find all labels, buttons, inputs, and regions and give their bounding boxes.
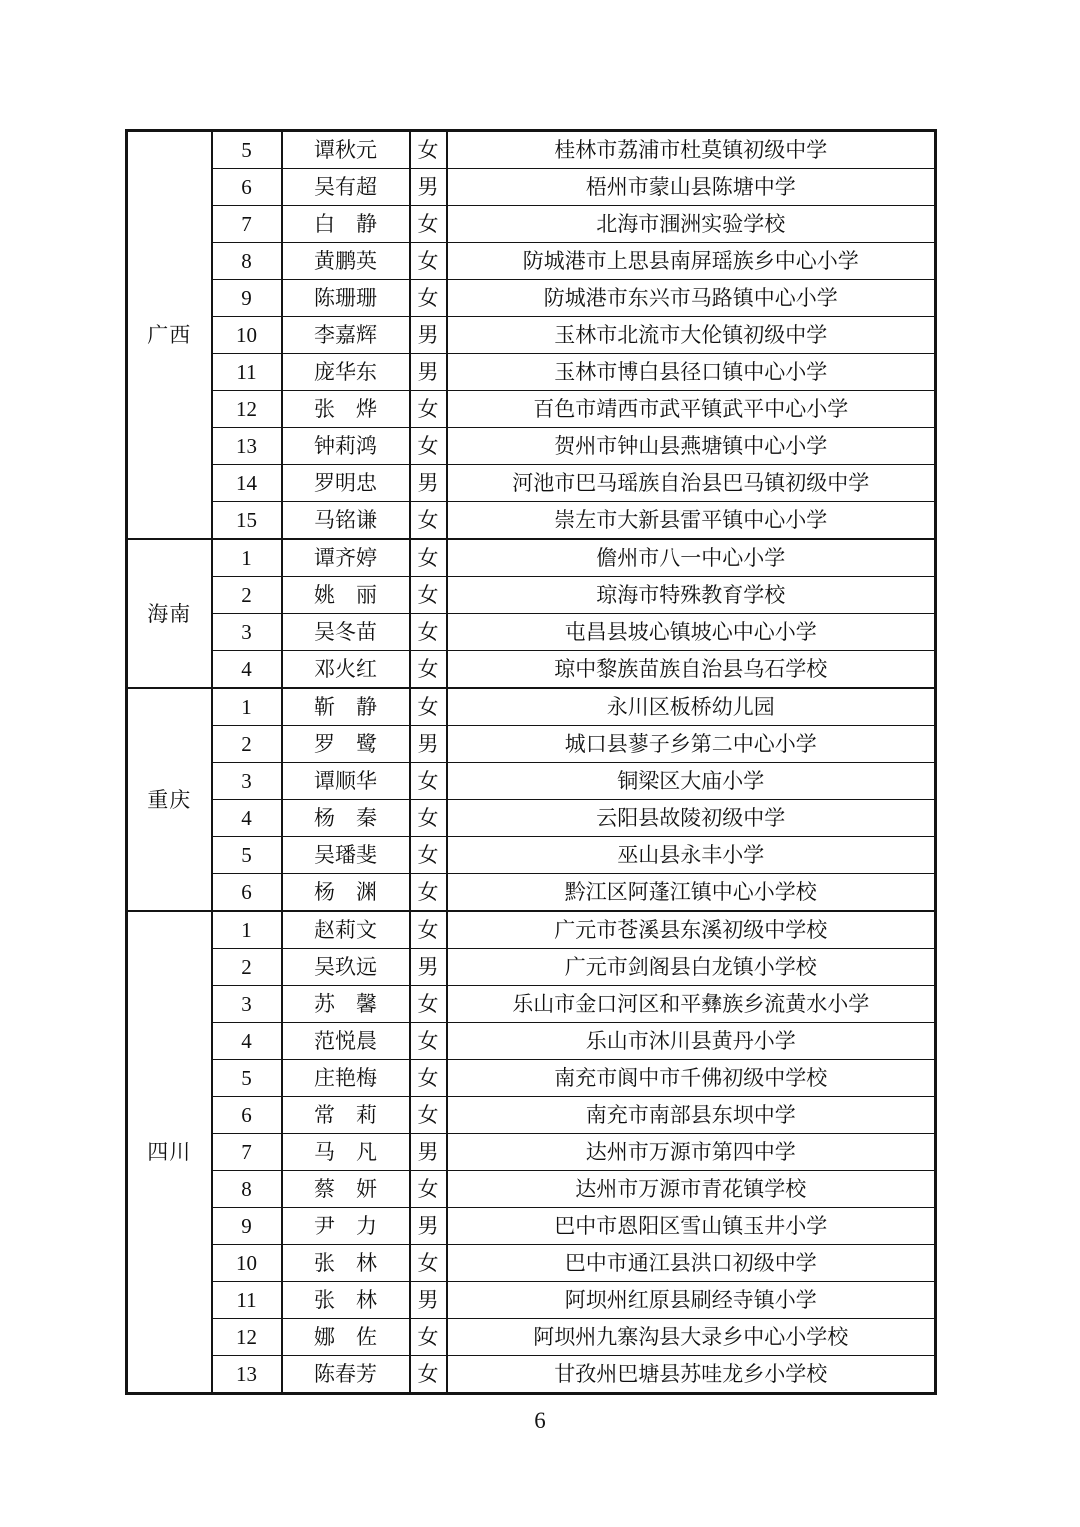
name-cell: 陈春芳 — [282, 1356, 410, 1394]
table-row — [127, 726, 936, 763]
name-cell: 白 静 — [282, 206, 410, 243]
table-row — [127, 577, 936, 614]
gender-cell: 男 — [410, 354, 447, 391]
num-cell: 4 — [212, 1023, 282, 1060]
table-row — [127, 1319, 936, 1356]
num-cell: 6 — [212, 169, 282, 206]
gender-cell: 男 — [410, 1208, 447, 1245]
name-cell: 杨 秦 — [282, 800, 410, 837]
gender-cell: 女 — [410, 243, 447, 280]
gender-cell: 女 — [410, 651, 447, 689]
table-row — [127, 243, 936, 280]
num-cell: 2 — [212, 949, 282, 986]
table-row — [127, 1134, 936, 1171]
num-cell: 1 — [212, 688, 282, 726]
table-row — [127, 614, 936, 651]
school-cell: 屯昌县坡心镇坡心中心小学 — [447, 614, 936, 651]
name-cell: 靳 静 — [282, 688, 410, 726]
num-cell: 3 — [212, 986, 282, 1023]
school-cell: 南充市阆中市千佛初级中学校 — [447, 1060, 936, 1097]
name-cell: 杨 渊 — [282, 874, 410, 912]
num-cell: 13 — [212, 1356, 282, 1394]
num-cell: 6 — [212, 1097, 282, 1134]
num-cell: 4 — [212, 651, 282, 689]
num-cell: 9 — [212, 280, 282, 317]
name-cell: 邓火红 — [282, 651, 410, 689]
school-cell: 黔江区阿蓬江镇中心小学校 — [447, 874, 936, 912]
school-cell: 达州市万源市青花镇学校 — [447, 1171, 936, 1208]
gender-cell: 女 — [410, 1023, 447, 1060]
province-cell: 重庆 — [127, 688, 212, 911]
name-cell: 吴玖远 — [282, 949, 410, 986]
school-cell: 百色市靖西市武平镇武平中心小学 — [447, 391, 936, 428]
name-cell: 李嘉辉 — [282, 317, 410, 354]
gender-cell: 女 — [410, 1319, 447, 1356]
school-cell: 乐山市沐川县黄丹小学 — [447, 1023, 936, 1060]
gender-cell: 女 — [410, 502, 447, 540]
gender-cell: 女 — [410, 837, 447, 874]
table-row — [127, 169, 936, 206]
num-cell: 2 — [212, 577, 282, 614]
num-cell: 5 — [212, 131, 282, 169]
table-row — [127, 874, 936, 912]
gender-cell: 女 — [410, 614, 447, 651]
table-row — [127, 317, 936, 354]
num-cell: 7 — [212, 206, 282, 243]
gender-cell: 男 — [410, 1282, 447, 1319]
table-row — [127, 1282, 936, 1319]
gender-cell: 男 — [410, 465, 447, 502]
gender-cell: 女 — [410, 577, 447, 614]
num-cell: 11 — [212, 1282, 282, 1319]
table-row — [127, 1171, 936, 1208]
school-cell: 达州市万源市第四中学 — [447, 1134, 936, 1171]
name-cell: 常 莉 — [282, 1097, 410, 1134]
gender-cell: 男 — [410, 317, 447, 354]
gender-cell: 女 — [410, 1060, 447, 1097]
table-row — [127, 391, 936, 428]
table-row — [127, 949, 936, 986]
school-cell: 巴中市通江县洪口初级中学 — [447, 1245, 936, 1282]
table-row — [127, 502, 936, 540]
school-cell: 永川区板桥幼儿园 — [447, 688, 936, 726]
name-cell: 张 林 — [282, 1245, 410, 1282]
table-row — [127, 1060, 936, 1097]
school-cell: 云阳县故陵初级中学 — [447, 800, 936, 837]
num-cell: 2 — [212, 726, 282, 763]
gender-cell: 女 — [410, 391, 447, 428]
school-cell: 贺州市钟山县燕塘镇中心小学 — [447, 428, 936, 465]
num-cell: 1 — [212, 539, 282, 577]
table-row — [127, 1245, 936, 1282]
name-cell: 谭顺华 — [282, 763, 410, 800]
school-cell: 琼海市特殊教育学校 — [447, 577, 936, 614]
school-cell: 北海市涠洲实验学校 — [447, 206, 936, 243]
num-cell: 3 — [212, 614, 282, 651]
name-cell: 庄艳梅 — [282, 1060, 410, 1097]
num-cell: 9 — [212, 1208, 282, 1245]
school-cell: 乐山市金口河区和平彝族乡流黄水小学 — [447, 986, 936, 1023]
gender-cell: 女 — [410, 874, 447, 912]
gender-cell: 女 — [410, 539, 447, 577]
roster-table — [125, 129, 937, 1395]
num-cell: 12 — [212, 1319, 282, 1356]
province-cell: 海南 — [127, 539, 212, 688]
gender-cell: 女 — [410, 911, 447, 949]
name-cell: 黄鹏英 — [282, 243, 410, 280]
school-cell: 琼中黎族苗族自治县乌石学校 — [447, 651, 936, 689]
name-cell: 苏 馨 — [282, 986, 410, 1023]
school-cell: 城口县蓼子乡第二中心小学 — [447, 726, 936, 763]
table-row — [127, 465, 936, 502]
num-cell: 4 — [212, 800, 282, 837]
num-cell: 1 — [212, 911, 282, 949]
school-cell: 防城港市东兴市马路镇中心小学 — [447, 280, 936, 317]
table-row — [127, 1097, 936, 1134]
gender-cell: 女 — [410, 688, 447, 726]
school-cell: 铜梁区大庙小学 — [447, 763, 936, 800]
table-row — [127, 428, 936, 465]
school-cell: 广元市剑阁县白龙镇小学校 — [447, 949, 936, 986]
table-row — [127, 800, 936, 837]
school-cell: 南充市南部县东坝中学 — [447, 1097, 936, 1134]
name-cell: 谭齐婷 — [282, 539, 410, 577]
school-cell: 巫山县永丰小学 — [447, 837, 936, 874]
name-cell: 谭秋元 — [282, 131, 410, 169]
gender-cell: 女 — [410, 1356, 447, 1394]
name-cell: 张 林 — [282, 1282, 410, 1319]
num-cell: 8 — [212, 1171, 282, 1208]
name-cell: 罗明忠 — [282, 465, 410, 502]
table-row — [127, 911, 936, 949]
gender-cell: 男 — [410, 169, 447, 206]
name-cell: 尹 力 — [282, 1208, 410, 1245]
school-cell: 广元市苍溪县东溪初级中学校 — [447, 911, 936, 949]
school-cell: 巴中市恩阳区雪山镇玉井小学 — [447, 1208, 936, 1245]
school-cell: 阿坝州九寨沟县大录乡中心小学校 — [447, 1319, 936, 1356]
gender-cell: 男 — [410, 1134, 447, 1171]
table-row — [127, 651, 936, 689]
name-cell: 赵莉文 — [282, 911, 410, 949]
num-cell: 15 — [212, 502, 282, 540]
name-cell: 马铭谦 — [282, 502, 410, 540]
gender-cell: 女 — [410, 763, 447, 800]
province-cell: 四川 — [127, 911, 212, 1394]
num-cell: 8 — [212, 243, 282, 280]
gender-cell: 女 — [410, 131, 447, 169]
table-row — [127, 354, 936, 391]
roster-table-body — [127, 131, 936, 1394]
school-cell: 桂林市荔浦市杜莫镇初级中学 — [447, 131, 936, 169]
num-cell: 5 — [212, 837, 282, 874]
name-cell: 范悦晨 — [282, 1023, 410, 1060]
gender-cell: 女 — [410, 1245, 447, 1282]
name-cell: 娜 佐 — [282, 1319, 410, 1356]
name-cell: 钟莉鸿 — [282, 428, 410, 465]
num-cell: 3 — [212, 763, 282, 800]
gender-cell: 男 — [410, 726, 447, 763]
table-row — [127, 1208, 936, 1245]
school-cell: 甘孜州巴塘县苏哇龙乡小学校 — [447, 1356, 936, 1394]
school-cell: 儋州市八一中心小学 — [447, 539, 936, 577]
name-cell: 吴冬苗 — [282, 614, 410, 651]
num-cell: 10 — [212, 317, 282, 354]
num-cell: 14 — [212, 465, 282, 502]
school-cell: 崇左市大新县雷平镇中心小学 — [447, 502, 936, 540]
table-row — [127, 986, 936, 1023]
name-cell: 蔡 妍 — [282, 1171, 410, 1208]
name-cell: 马 凡 — [282, 1134, 410, 1171]
table-row — [127, 206, 936, 243]
school-cell: 防城港市上思县南屏瑶族乡中心小学 — [447, 243, 936, 280]
name-cell: 姚 丽 — [282, 577, 410, 614]
name-cell: 罗 鹭 — [282, 726, 410, 763]
gender-cell: 女 — [410, 280, 447, 317]
gender-cell: 女 — [410, 986, 447, 1023]
school-cell: 梧州市蒙山县陈塘中学 — [447, 169, 936, 206]
school-cell: 玉林市北流市大伦镇初级中学 — [447, 317, 936, 354]
gender-cell: 女 — [410, 1097, 447, 1134]
gender-cell: 女 — [410, 800, 447, 837]
gender-cell: 女 — [410, 428, 447, 465]
school-cell: 玉林市博白县径口镇中心小学 — [447, 354, 936, 391]
table-row — [127, 131, 936, 169]
num-cell: 11 — [212, 354, 282, 391]
table-row — [127, 688, 936, 726]
table-row — [127, 1023, 936, 1060]
name-cell: 吴有超 — [282, 169, 410, 206]
num-cell: 6 — [212, 874, 282, 912]
num-cell: 5 — [212, 1060, 282, 1097]
name-cell: 吴璠斐 — [282, 837, 410, 874]
table-row — [127, 280, 936, 317]
gender-cell: 女 — [410, 206, 447, 243]
table-row — [127, 539, 936, 577]
gender-cell: 女 — [410, 1171, 447, 1208]
school-cell: 河池市巴马瑶族自治县巴马镇初级中学 — [447, 465, 936, 502]
num-cell: 12 — [212, 391, 282, 428]
page-number: 6 — [534, 1408, 546, 1433]
num-cell: 7 — [212, 1134, 282, 1171]
name-cell: 张 烨 — [282, 391, 410, 428]
name-cell: 庞华东 — [282, 354, 410, 391]
school-cell: 阿坝州红原县刷经寺镇小学 — [447, 1282, 936, 1319]
gender-cell: 男 — [410, 949, 447, 986]
num-cell: 13 — [212, 428, 282, 465]
table-row — [127, 1356, 936, 1394]
table-row — [127, 837, 936, 874]
table-row — [127, 763, 936, 800]
num-cell: 10 — [212, 1245, 282, 1282]
province-cell: 广西 — [127, 131, 212, 540]
name-cell: 陈珊珊 — [282, 280, 410, 317]
